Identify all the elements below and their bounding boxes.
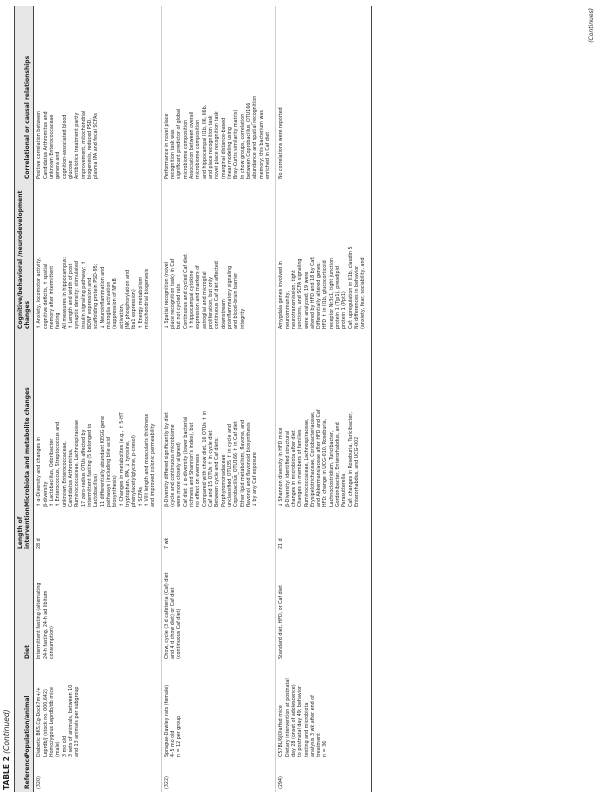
cell-population: Sprague-Dawley rats (female) 4–5 mo old n = 12 per group <box>161 662 276 760</box>
cell-microbiota: ↑ α-Diversity and changes in β-diversity ↑ Lactobacillus, Odoribacter ↑ Enterococcus, Streptococcus and unknown Enterococcaceae, Candidatus Arthromitus, Ruminococcaceae, Lachnospiraceae 17 zero-radius OTUs affected by intermittent fasting (5 belonged to Lactobacillus) 11 differentially abundant KEGG gene pathways (including bile acid biosynthesis) ↑ Changes in metabolites (e.g., ↑ 5-HT tryptophan, IPA, ↓ tyrosine, phenylacetylglycine, p-cresol) ↑ SCFAs ↑ Villi length and muscularis thickness and improved colonic permeability <box>34 332 161 510</box>
table-caption <box>2 709 11 790</box>
cell-population: Diabetic BKS.Cg-Dock7m+/+ Leprdb/J (stock no. 000,642) Homozygous Leprdb/db mice (male) 3 mo old 3 sets of animals, between 10 and 13 animals per subgroup <box>34 662 161 760</box>
cell-reference: (322) <box>161 760 276 792</box>
table-header-row <box>15 6 34 792</box>
table-row <box>276 6 372 792</box>
cell-microbiota: β-Diversity differed significantly by diet (cycle and continuous microbiome were more closely aligned) Caf diet ↓ α-diversity (lower bacterial richness and Shannon's index), but no effect on evenness Compared with chow diet, 16 OTUs ↑ in Caf and 15 OTUs ↑ in cycle diet Between cycle and Caf diets: Porphyromonadaceae unclassified_OTU35 ↑ in cycle and Coprobacillus_OTU166 ↑ in Caf diet Ether lipid metabolism, flavone, and flavonol and flavonoid biosynthesis ↓ by any Caf exposure <box>161 332 276 510</box>
table-row <box>161 6 276 792</box>
data-table <box>14 6 372 792</box>
cell-diet: Chow, cycle (3 d cafeteria (Caf) diet and 4 d chow diet) or Caf diet (continuous Caf diet) <box>161 552 276 662</box>
header-correlation: Correlational or causal relationships <box>15 6 34 182</box>
cell-reference: (320) <box>34 760 161 792</box>
cell-correlation: Performance in novel place recognition task was significant predictor of global microbiome composition Association between overall microbiome composition and hippocampal Il1b, Il6, Il6b, and place recognition task novel place recognition task (marginal distance-based linear modeling using Bray-Curtis similarity matrix) In chow groups, correlation between Coprobacillus_OTU166 abundance and spatial recognition memory; this bacterium was enriched in Caf diet <box>161 6 276 182</box>
cell-cognitive: ↓ Spatial recognition (novel place recognition task) in Caf but not cycled rats Continuous and cycled Caf diet ↑ hippocampal cytokine expression and markers of astroglial and microglial proliferation, but only continuous Caf diet affected downstream proinflammatory signaling and blood–brain barrier integrity <box>161 182 276 332</box>
cell-correlation: No correlations were reported <box>276 6 372 182</box>
cell-length: 21 d <box>276 510 372 552</box>
continues-footer: (Continues) <box>588 8 595 43</box>
table-row <box>34 6 161 792</box>
cell-cognitive: ↑ Anxiety, locomotor activity, cognitive deficits, ↑ spatial memory after intermittent fasting All measures in hippocampus: ↑ Length and width of post synaptic density; stimulated insulin signaling pathway; ↑ BDNF expression and scaffolding protein PSD-95; ↓ Neuroinflammation and microglia activation (suppression of NFκB activation, JNK phosphorylation and Iba1 expression) ↑ Energy metabolism mitochondrial biogenesis <box>34 182 161 332</box>
cell-microbiota: ↓ Shannon diversity in HFD mice β-Diversity: identified structural changes in microbiota after diet Changes in members of families Ruminococcaceae, Lachnospiraceae, Erysipelotrichaceae, Coriobacteriaceae, and Akkermansiaceae after HFD and Caf HFD: change in UCG-010, Roseburia, Lachnoclostridium, Turicibacter, Gordonibacter, Enterorhabdus, and Parasutterella Caf: changes in Roseburia, Turicibacter, Enterorhabdus, and UCG-002 <box>276 332 372 510</box>
cell-diet: Standard diet, HFD, or Caf diet <box>276 552 372 662</box>
header-reference: Reference <box>15 760 34 792</box>
cell-length: 28 d <box>34 510 161 552</box>
cell-length: 7 wk <box>161 510 276 552</box>
table-label: TABLE 2 <box>2 756 11 790</box>
header-microbiota: Microbiota and metabolite changes <box>15 332 34 510</box>
header-cognitive: Cognitive/behavioral /neurodevelopment changes <box>15 182 34 332</box>
cell-reference: (294) <box>276 760 372 792</box>
header-diet: Diet <box>15 552 34 662</box>
cell-correlation: Positive correlation between Candidatus Arthromitus and unknown Enterococcaceae genera and cognition-associated blood glucose Antibiotics treatment partly improvement, mitochondrial biogenesis, reduced PSD, plasma IPA and fecal SCFAs <box>34 6 161 182</box>
header-population: Population/animal <box>15 662 34 760</box>
cell-diet: Intermittent fasting (alternating 24-h fasting, 24-h ad libitum consumption) <box>34 552 161 662</box>
cell-cognitive: Amygdala genes involved in neuroimmunity, neurotransmission, tight junctions, and SCFA signaling were analyzed; 19 were altered by HFD and 18 by Caf; Differentially altered genes: HFD ↑ in Il1b, glucocorticoid receptor Nr3c1, tight junction protein 1 (Tjp1), preadipid protein 1 (Ppt1) Caf: upregulation in Il1b, claudin 5 No differences in behavior (anxiety, fear, sociability, and <box>276 182 372 332</box>
cell-population: C57BL/6JOlaHsd mice Dietary intervention at postnatal day 28 (onset of adolescence) to postnatal day 49; behavior testing and microbiota analysis 3 wk after end of treatment n = 36 <box>276 662 372 760</box>
header-length: Length of intervention <box>15 510 34 552</box>
table-caption-suffix: (Continued) <box>2 709 11 754</box>
